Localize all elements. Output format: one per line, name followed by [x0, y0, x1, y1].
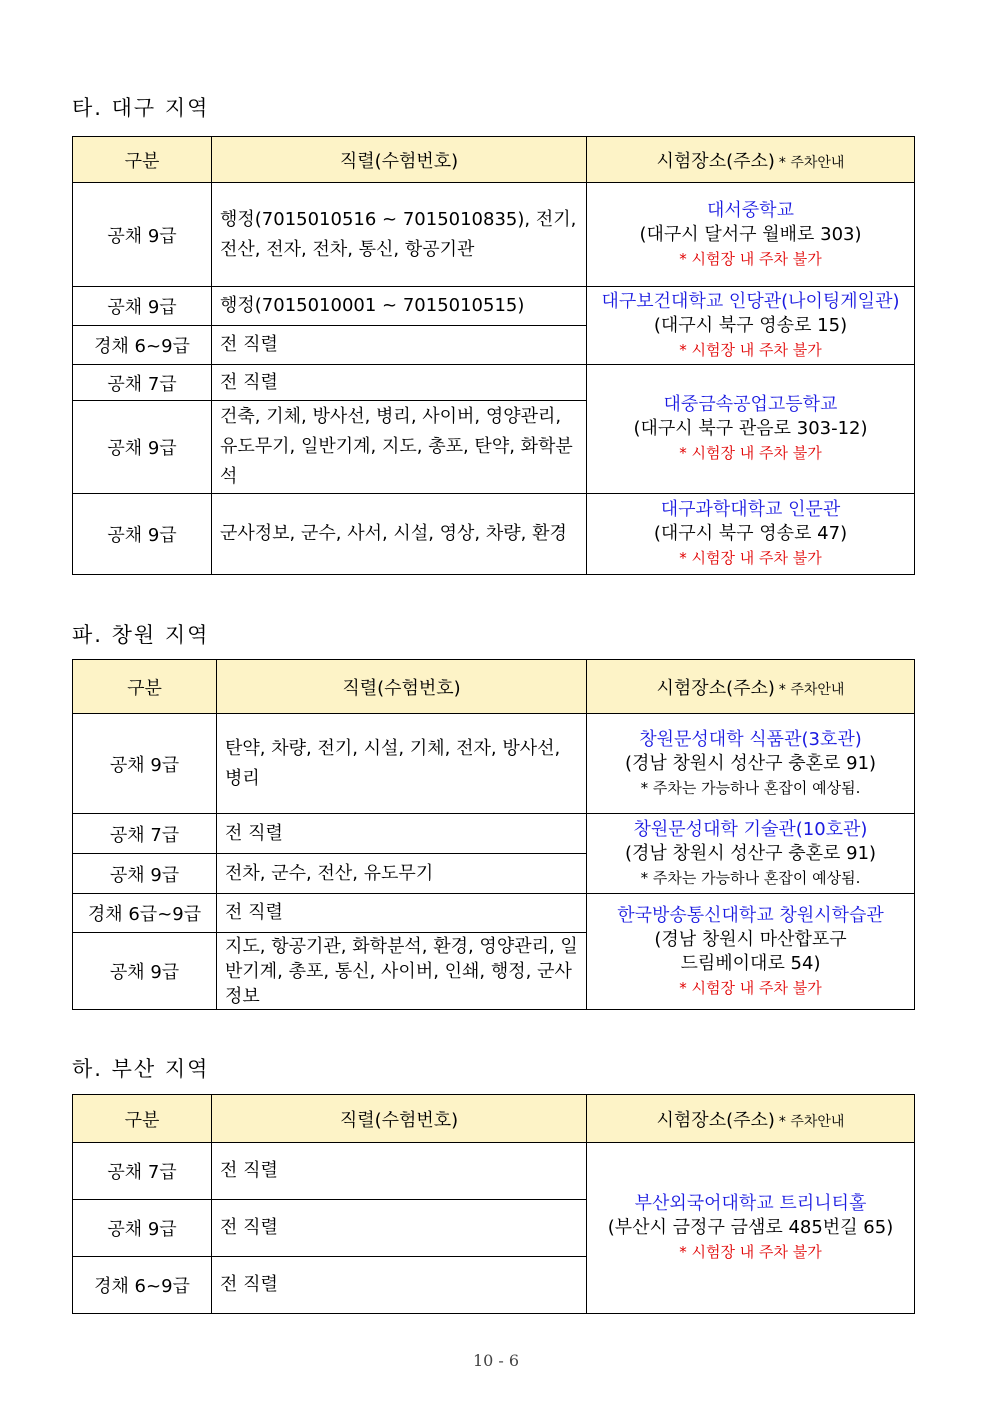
venue-parking-note: * 주차는 가능하나 혼잡이 예상됨.: [640, 778, 861, 797]
row-category: 공채 9급: [73, 183, 212, 287]
table-row: [73, 183, 915, 287]
venue-cell: [587, 714, 915, 814]
venue-cell: [587, 894, 915, 1010]
header-venue-label: 시험장소(주소): [656, 677, 775, 699]
section-title-changwon: 파. 창원 지역: [72, 623, 210, 647]
header-job: 직렬(수험번호): [212, 1095, 587, 1143]
changwon-venue-table: [72, 659, 915, 1010]
header-venue: [587, 1095, 915, 1143]
row-job: 지도, 항공기관, 화학분석, 환경, 영양관리, 일반기계, 총포, 통신, 사이버, 인쇄, 행정, 군사정보: [217, 933, 587, 1010]
header-parking-note: * 주차안내: [778, 154, 845, 171]
section-title-busan: 하. 부산 지역: [72, 1057, 210, 1081]
busan-venue-table: [72, 1094, 915, 1314]
venue-parking-note: * 시험장 내 주차 불가: [679, 340, 822, 359]
venue-parking-note: * 주차는 가능하나 혼잡이 예상됨.: [640, 868, 861, 887]
venue-parking-note: * 시험장 내 주차 불가: [679, 444, 822, 462]
table-header-row: [73, 1095, 915, 1143]
venue-parking-note: * 시험장 내 주차 불가: [679, 1243, 822, 1261]
venue-cell: [587, 287, 915, 365]
venue-address: (대구시 북구 영송로 47): [653, 523, 848, 544]
row-job: 전 직렬: [212, 1200, 587, 1257]
venue-name: 대구보건대학교 인당관(나이팅게일관): [601, 290, 900, 312]
header-parking-note: * 주차안내: [778, 681, 845, 698]
row-category: 공채 9급: [73, 494, 212, 575]
row-category: 공채 7급: [73, 1143, 212, 1200]
table-row: [73, 1143, 915, 1200]
row-category: 공채 9급: [73, 401, 212, 494]
row-job: 군사정보, 군수, 사서, 시설, 영상, 차량, 환경: [212, 494, 587, 575]
header-category: 구분: [73, 660, 217, 714]
row-job: 전 직렬: [212, 326, 587, 365]
venue-name: 창원문성대학 기술관(10호관): [633, 818, 868, 840]
header-job: 직렬(수험번호): [217, 660, 587, 714]
page-number: 10 - 6: [472, 1351, 520, 1370]
venue-address: (경남 창원시 성산구 충혼로 91): [624, 752, 877, 774]
row-category: 공채 7급: [73, 365, 212, 401]
header-job: 직렬(수험번호): [212, 137, 587, 183]
row-category: 공채 9급: [73, 287, 212, 326]
venue-address: (경남 창원시 마산합포구: [654, 928, 847, 950]
header-venue-label: 시험장소(주소): [656, 150, 775, 172]
daegu-venue-table: [72, 136, 915, 575]
row-category: 공채 9급: [73, 1200, 212, 1257]
row-category: 경채 6~9급: [73, 1257, 212, 1314]
venue-name: 대서중학교: [707, 199, 794, 221]
venue-parking-note: * 시험장 내 주차 불가: [679, 549, 822, 567]
venue-cell: [587, 814, 915, 894]
row-category: 공채 9급: [73, 933, 217, 1010]
header-parking-note: * 주차안내: [778, 1113, 845, 1130]
table-row: [73, 494, 915, 575]
row-job: 행정(7015010516 ~ 7015010835), 전기, 전산, 전자, 전차, 통신, 항공기관: [212, 183, 587, 287]
venue-cell: [587, 365, 915, 494]
venue-name: 창원문성대학 식품관(3호관): [639, 728, 862, 750]
venue-address: (대구시 북구 관음로 303-12): [633, 418, 868, 439]
row-category: 경채 6~9급: [73, 326, 212, 365]
table-row: [73, 814, 915, 854]
row-job: 전 직렬: [212, 1143, 587, 1200]
table-row: [73, 287, 915, 326]
venue-address: (대구시 북구 영송로 15): [653, 314, 848, 336]
table-header-row: [73, 137, 915, 183]
venue-name: 대구과학대학교 인문관: [660, 499, 841, 520]
venue-parking-note: * 시험장 내 주차 불가: [679, 978, 822, 997]
header-venue: [587, 137, 915, 183]
header-venue: [587, 660, 915, 714]
row-job: 탄약, 차량, 전기, 시설, 기체, 전자, 방사선, 병리: [217, 714, 587, 814]
row-job: 전 직렬: [212, 1257, 587, 1314]
row-job: 전 직렬: [217, 814, 587, 854]
header-category: 구분: [73, 1095, 212, 1143]
row-category: 경채 6급~9급: [73, 894, 217, 933]
table-row: [73, 894, 915, 933]
venue-name: 한국방송통신대학교 창원시학습관: [617, 904, 884, 926]
venue-address: (대구시 달서구 월배로 303): [639, 223, 862, 245]
header-venue-label: 시험장소(주소): [656, 1109, 775, 1131]
venue-cell: [587, 183, 915, 287]
table-row: [73, 365, 915, 401]
venue-name: 부산외국어대학교 트리니티홀: [634, 1193, 867, 1214]
venue-parking-note: * 시험장 내 주차 불가: [679, 249, 822, 268]
venue-name: 대중금속공업고등학교: [663, 394, 838, 415]
row-job: 전차, 군수, 전산, 유도무기: [217, 854, 587, 894]
row-category: 공채 9급: [73, 854, 217, 894]
header-category: 구분: [73, 137, 212, 183]
row-job: 행정(7015010001 ~ 7015010515): [212, 287, 587, 326]
row-job: 전 직렬: [212, 365, 587, 401]
table-header-row: [73, 660, 915, 714]
row-category: 공채 7급: [73, 814, 217, 854]
venue-address: (경남 창원시 성산구 충혼로 91): [624, 842, 877, 864]
venue-address: (부산시 금정구 금샘로 485번길 65): [607, 1217, 894, 1238]
venue-cell: [587, 1143, 915, 1314]
table-row: [73, 714, 915, 814]
venue-cell: [587, 494, 915, 575]
section-title-daegu: 타. 대구 지역: [72, 96, 210, 120]
row-category: 공채 9급: [73, 714, 217, 814]
row-job: 건축, 기체, 방사선, 병리, 사이버, 영양관리, 유도무기, 일반기계, 지도, 총포, 탄약, 화학분석: [212, 401, 587, 494]
venue-address-line2: 드림베이대로 54): [680, 952, 821, 974]
row-job: 전 직렬: [217, 894, 587, 933]
